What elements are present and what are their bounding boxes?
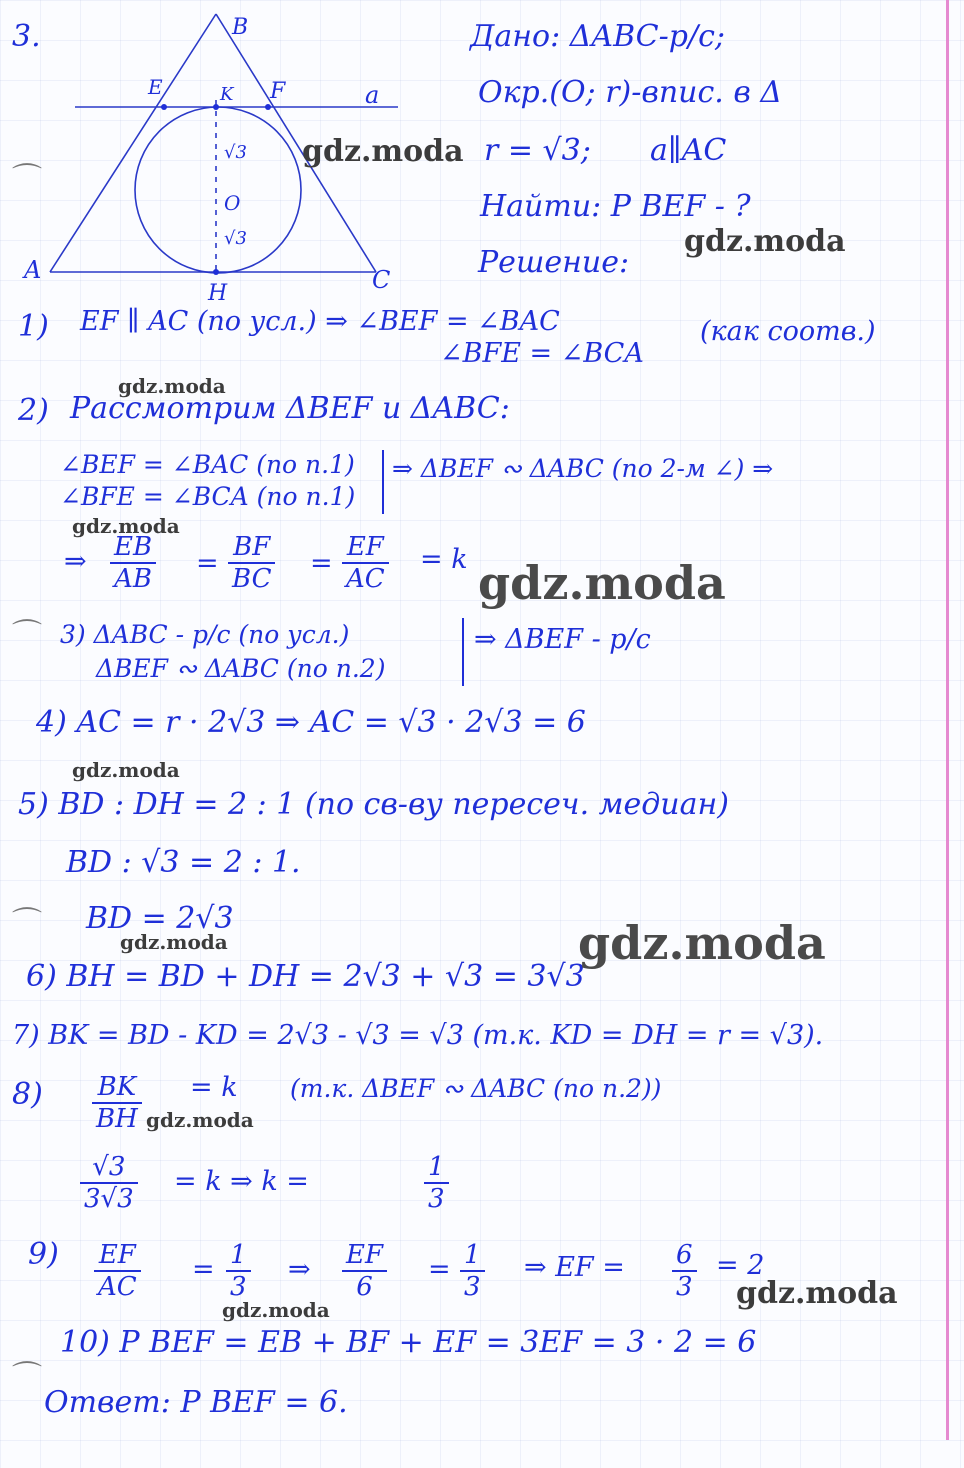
- fraction-one-third-2: [460, 1240, 485, 1302]
- step-8-result: = k ⇒ k =: [174, 1166, 309, 1197]
- fraction-numerator: EF: [94, 1240, 141, 1272]
- label-c: C: [372, 266, 391, 294]
- step-9-number: 9): [28, 1237, 59, 1272]
- fraction-numerator: 6: [672, 1240, 697, 1272]
- fraction-one-third: [226, 1240, 251, 1302]
- step-2-conclusion: ⇒ ΔBEF ∾ ΔABC (по 2-м ∠) ⇒: [392, 454, 774, 483]
- step-8-note: (т.к. ΔBEF ∾ ΔABC (по п.2)): [290, 1074, 662, 1103]
- step-1-number: 1): [18, 309, 49, 344]
- watermark: gdz.moda: [578, 916, 826, 970]
- watermark: gdz.moda: [120, 930, 228, 954]
- fraction-k-value: [424, 1152, 449, 1214]
- watermark: gdz.moda: [146, 1108, 254, 1132]
- fraction-six-thirds: [672, 1240, 697, 1302]
- step-9-result: = 2: [716, 1250, 765, 1281]
- given-line-1: Дано: ΔABC-p/c;: [470, 19, 725, 54]
- fraction-denominator: AC: [346, 564, 385, 594]
- watermark: gdz.moda: [72, 514, 180, 538]
- margin-line: [946, 0, 949, 1440]
- find-line: Найти: P BEF - ?: [480, 189, 751, 224]
- label-h: H: [208, 281, 228, 300]
- fraction-numerator: BK: [92, 1072, 142, 1104]
- watermark: gdz.moda: [222, 1298, 330, 1322]
- step-1-line-b: ∠BFE = ∠BCA: [440, 338, 644, 369]
- watermark: gdz.moda: [736, 1276, 898, 1311]
- point-e: [161, 104, 167, 110]
- point-k: [213, 104, 219, 110]
- equals-sign: =: [310, 548, 333, 579]
- given-line-4: a∥AC: [650, 133, 727, 168]
- fraction-denominator: BH: [96, 1104, 138, 1134]
- step-8-number: 8): [12, 1077, 43, 1112]
- step-3-line-a: 3) ΔABC - p/c (по усл.): [60, 620, 350, 649]
- watermark: gdz.moda: [72, 758, 180, 782]
- step-3-conclusion: ⇒ ΔBEF - p/c: [474, 624, 651, 655]
- fraction-denominator: 3: [464, 1272, 481, 1302]
- step-8-eq: = k: [190, 1072, 238, 1103]
- fraction-denominator: BC: [232, 564, 272, 594]
- implies-arrow: ⇒: [288, 1254, 311, 1285]
- label-k: K: [220, 84, 234, 105]
- step-2-brace: [382, 450, 384, 514]
- watermark: gdz.moda: [118, 374, 226, 398]
- fraction-bf-bc: [228, 532, 275, 594]
- margin-curl-mark: ⌒: [12, 1360, 42, 1395]
- step-3-line-b: ΔBEF ∾ ΔABC (по п.2): [96, 654, 386, 683]
- equals-sign: =: [192, 1254, 215, 1285]
- fraction-denominator: AC: [98, 1272, 137, 1302]
- fraction-ef-ac: [342, 532, 389, 594]
- side-ab: [50, 14, 216, 272]
- point-h: [213, 269, 219, 275]
- label-a-line: a: [365, 81, 380, 109]
- problem-number: 3.: [12, 19, 41, 54]
- step-4: 4) AC = r · 2√3 ⇒ AC = √3 · 2√3 = 6: [36, 705, 586, 740]
- step-2-arrow: ⇒: [64, 546, 87, 577]
- fraction-numerator: 1: [424, 1152, 449, 1184]
- step-1-line-a: EF ∥ AC (по усл.) ⇒ ∠BEF = ∠BAC: [80, 306, 560, 337]
- step-3-brace: [462, 618, 464, 686]
- inscribed-circle: [135, 107, 301, 273]
- margin-curl-mark: ⌒: [12, 906, 42, 941]
- margin-curl-mark: ⌒: [12, 162, 42, 197]
- fraction-numerator: EB: [110, 532, 156, 564]
- margin-curl-mark: ⌒: [12, 618, 42, 653]
- step-6: 6) BH = BD + DH = 2√3 + √3 = 3√3: [26, 959, 585, 994]
- fraction-bk-bh: [92, 1072, 142, 1134]
- fraction-ef-6: [342, 1240, 387, 1302]
- step-5-line-b: BD : √3 = 2 : 1.: [66, 845, 301, 880]
- label-a: A: [24, 256, 42, 284]
- step-2-line-b: ∠BFE = ∠BCA (по п.1): [60, 482, 356, 511]
- fraction-denominator: 6: [356, 1272, 373, 1302]
- fraction-denominator: 3: [230, 1272, 247, 1302]
- fraction-numerator: 1: [460, 1240, 485, 1272]
- label-b: B: [232, 15, 249, 40]
- step-5-line-a: 5) BD : DH = 2 : 1 (по св-ву пересеч. медиан): [18, 787, 729, 822]
- fraction-root3-3root3: [80, 1152, 138, 1214]
- fraction-numerator: 1: [226, 1240, 251, 1272]
- fraction-denominator: AB: [114, 564, 152, 594]
- step-2-title: Рассмотрим ΔBEF и ΔABC:: [70, 391, 510, 426]
- step-2-line-a: ∠BEF = ∠BAC (по п.1): [60, 450, 355, 479]
- label-r-top: √3: [224, 142, 247, 163]
- equals-sign: =: [196, 548, 219, 579]
- label-o: O: [224, 191, 241, 215]
- step-10: 10) P BEF = EB + BF + EF = 3EF = 3 · 2 = 6: [60, 1325, 757, 1360]
- fraction-numerator: BF: [228, 532, 275, 564]
- label-f: F: [270, 79, 286, 104]
- step-9-ef-label: ⇒ EF =: [524, 1252, 625, 1283]
- fraction-denominator: 3: [676, 1272, 693, 1302]
- label-e: E: [148, 75, 163, 99]
- fraction-denominator: 3√3: [84, 1184, 134, 1214]
- step-7: 7) BK = BD - KD = 2√3 - √3 = √3 (т.к. KD = DH = r = √3).: [12, 1020, 824, 1051]
- fraction-eb-ab: [110, 532, 156, 594]
- fraction-numerator: EF: [342, 1240, 387, 1272]
- given-line-2: Окр.(O; r)-впис. в Δ: [478, 75, 783, 110]
- fraction-ef-ac-9: [94, 1240, 141, 1302]
- point-f: [265, 104, 271, 110]
- watermark: gdz.moda: [302, 134, 464, 169]
- equals-k: = k: [420, 544, 468, 575]
- watermark: gdz.moda: [478, 556, 726, 610]
- label-r-bottom: √3: [224, 228, 247, 249]
- answer: Ответ: P BEF = 6.: [44, 1385, 348, 1420]
- given-line-3: r = √3;: [484, 133, 591, 168]
- step-2-number: 2): [18, 393, 49, 428]
- step-1-reason: (как соотв.): [700, 316, 876, 347]
- equals-sign: =: [428, 1254, 451, 1285]
- watermark: gdz.moda: [684, 224, 846, 259]
- solution-title: Решение:: [478, 245, 630, 280]
- fraction-numerator: √3: [80, 1152, 138, 1184]
- fraction-denominator: 3: [428, 1184, 445, 1214]
- step-5-line-c: BD = 2√3: [86, 901, 234, 936]
- fraction-numerator: EF: [342, 532, 389, 564]
